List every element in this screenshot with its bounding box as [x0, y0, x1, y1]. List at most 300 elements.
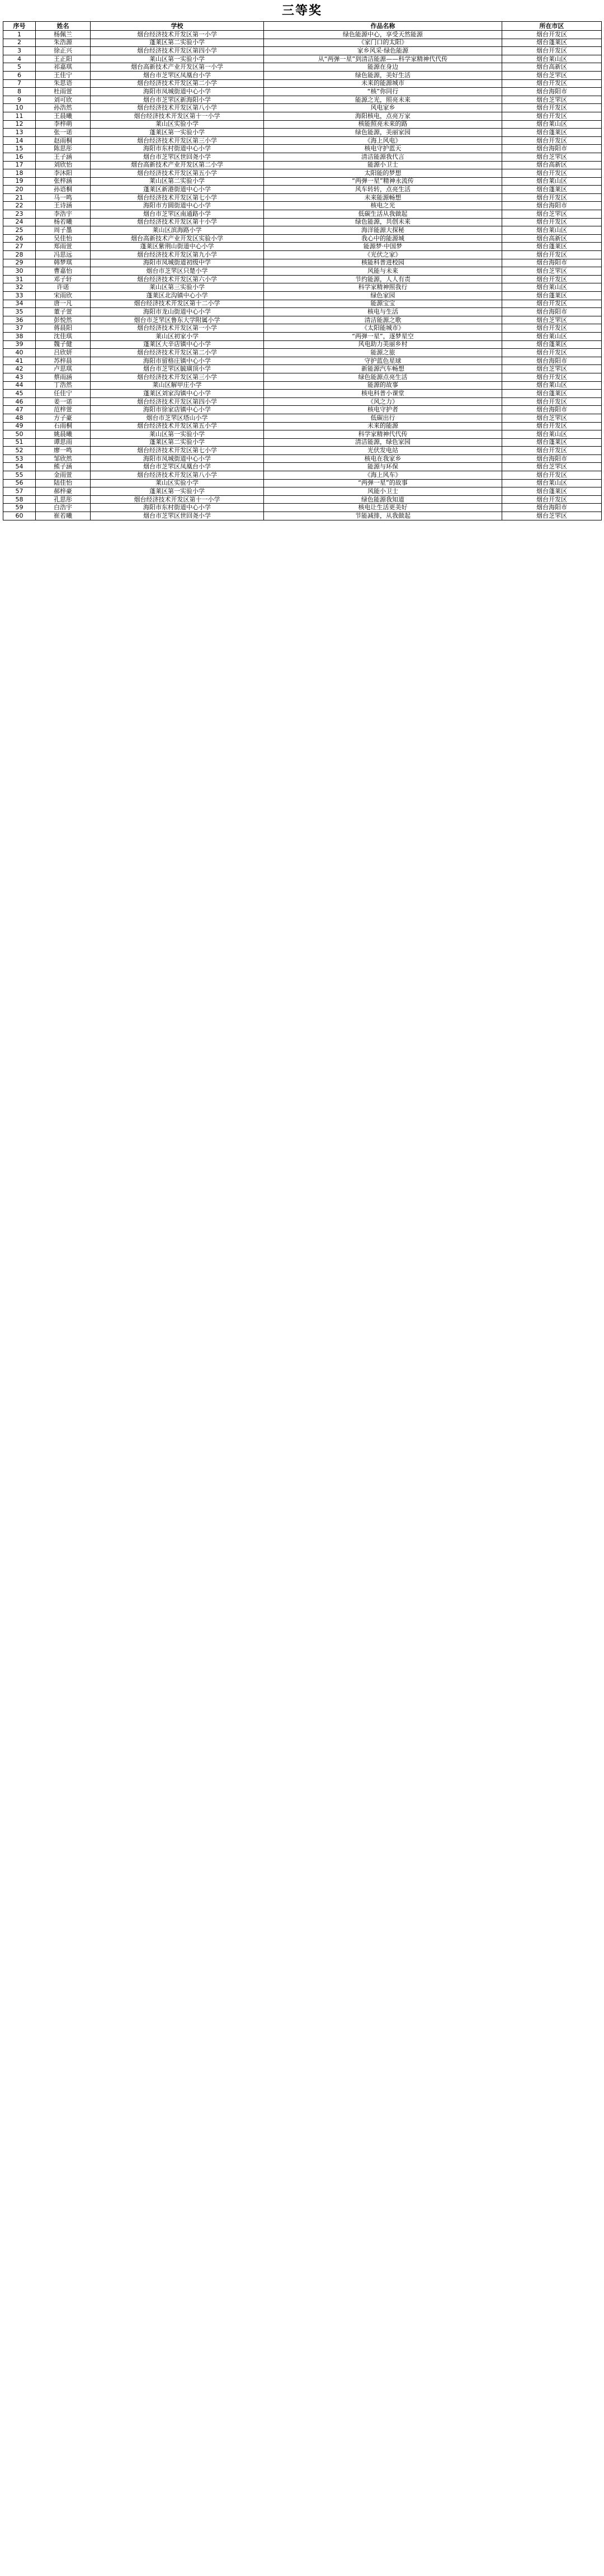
- work-title: 《风之力》: [264, 397, 502, 406]
- school-name: 莱山区实验小学: [91, 120, 264, 129]
- district: 烟台开发区: [502, 104, 602, 112]
- table-row: [3, 55, 602, 63]
- school-name: 莱山区解甲庄小学: [91, 381, 264, 390]
- row-number: 5: [3, 63, 36, 72]
- school-name: 海阳市东村街道中心小学: [91, 504, 264, 512]
- school-name: 海阳市方圆街道中心小学: [91, 202, 264, 210]
- table-row: [3, 471, 602, 480]
- school-name: 烟台经济技术开发区第十二小学: [91, 300, 264, 308]
- table-header-row: [3, 22, 602, 31]
- table-row: [3, 438, 602, 447]
- table-row: [3, 283, 602, 292]
- work-title: “两弹一星”的故事: [264, 479, 502, 487]
- student-name: 曹嘉怡: [36, 267, 91, 276]
- district: 烟台海阳市: [502, 504, 602, 512]
- row-number: 36: [3, 316, 36, 324]
- student-name: 李沐阳: [36, 169, 91, 178]
- district: 烟台高新区: [502, 63, 602, 72]
- school-name: 烟台经济技术开发区第九小学: [91, 251, 264, 259]
- school-name: 烟台经济技术开发区第八小学: [91, 471, 264, 480]
- school-name: 烟台经济技术开发区第三小学: [91, 373, 264, 381]
- district: 烟台莱山区: [502, 430, 602, 439]
- district: 烟台海阳市: [502, 88, 602, 96]
- row-number: 33: [3, 292, 36, 300]
- table-row: [3, 340, 602, 349]
- table-row: [3, 177, 602, 186]
- district: 烟台开发区: [502, 397, 602, 406]
- table-row: [3, 414, 602, 422]
- student-name: 董子萱: [36, 308, 91, 316]
- district: 烟台海阳市: [502, 308, 602, 316]
- table-row: [3, 243, 602, 251]
- school-name: 蓬莱区紫荆山街道中心小学: [91, 243, 264, 251]
- work-title: 未来的能源: [264, 422, 502, 430]
- student-name: 卢思琪: [36, 365, 91, 373]
- page-title: 三等奖: [281, 4, 322, 18]
- student-name: 蒋晨阳: [36, 324, 91, 333]
- row-number: 4: [3, 55, 36, 63]
- table-row: [3, 454, 602, 463]
- work-title: 家乡风采·绿色能源: [264, 47, 502, 55]
- school-name: 蓬莱区大辛店镇中心小学: [91, 340, 264, 349]
- student-name: 崔若曦: [36, 512, 91, 520]
- work-title: 低碳生活从我做起: [264, 210, 502, 219]
- district: 烟台莱山区: [502, 332, 602, 340]
- student-name: 冯思远: [36, 251, 91, 259]
- work-title: 核电与生活: [264, 308, 502, 316]
- student-name: 杨佩兰: [36, 31, 91, 39]
- student-name: 刘可欣: [36, 96, 91, 104]
- student-name: 朱思语: [36, 79, 91, 88]
- header-name: 姓名: [36, 22, 91, 31]
- work-title: 海洋能源大探秘: [264, 226, 502, 235]
- student-name: 刘欣怡: [36, 161, 91, 169]
- table-row: [3, 422, 602, 430]
- work-title: 绿色能源，美丽家园: [264, 129, 502, 137]
- table-row: [3, 463, 602, 471]
- work-title: 清洁能源，绿色家园: [264, 438, 502, 447]
- row-number: 15: [3, 145, 36, 153]
- work-title: 未来的能源城市: [264, 79, 502, 88]
- row-number: 14: [3, 136, 36, 145]
- district: 烟台开发区: [502, 324, 602, 333]
- work-title: 未来能源畅想: [264, 193, 502, 202]
- row-number: 48: [3, 414, 36, 422]
- school-name: 烟台高新技术产业开发区第一小学: [91, 63, 264, 72]
- student-name: 范梓萱: [36, 406, 91, 414]
- student-name: 祁嘉琪: [36, 63, 91, 72]
- student-name: 朱浩源: [36, 39, 91, 47]
- student-name: 白浩宇: [36, 504, 91, 512]
- work-title: 能源与环保: [264, 463, 502, 471]
- district: 烟台开发区: [502, 169, 602, 178]
- student-name: 宋雨欣: [36, 292, 91, 300]
- row-number: 32: [3, 283, 36, 292]
- row-number: 51: [3, 438, 36, 447]
- table-row: [3, 504, 602, 512]
- school-name: 莱山区第三实验小学: [91, 283, 264, 292]
- work-title: “两弹一星”精神永流传: [264, 177, 502, 186]
- row-number: 34: [3, 300, 36, 308]
- table-row: [3, 202, 602, 210]
- row-number: 53: [3, 454, 36, 463]
- table-row: [3, 39, 602, 47]
- work-title: 核电守护蓝天: [264, 145, 502, 153]
- work-title: “核”你同行: [264, 88, 502, 96]
- work-title: 风电助力美丽乡村: [264, 340, 502, 349]
- student-name: 邹欣然: [36, 454, 91, 463]
- district: 烟台蓬莱区: [502, 340, 602, 349]
- district: 烟台海阳市: [502, 357, 602, 365]
- table-row: [3, 96, 602, 104]
- district: 烟台海阳市: [502, 406, 602, 414]
- work-title: 《海上风电》: [264, 136, 502, 145]
- school-name: 海阳市龙山街道中心小学: [91, 308, 264, 316]
- table-row: [3, 373, 602, 381]
- district: 烟台蓬莱区: [502, 39, 602, 47]
- student-name: 方子豪: [36, 414, 91, 422]
- school-name: 海阳市东村街道中心小学: [91, 145, 264, 153]
- work-title: 新能源汽车畅想: [264, 365, 502, 373]
- work-title: 风车转转，点亮生活: [264, 186, 502, 194]
- student-name: 陈思彤: [36, 145, 91, 153]
- school-name: 蓬莱区刘家沟镇中心小学: [91, 390, 264, 398]
- student-name: 姜一诺: [36, 397, 91, 406]
- header-district: 所在市区: [502, 22, 602, 31]
- header-school: 学校: [91, 22, 264, 31]
- work-title: 能源之光，照亮未来: [264, 96, 502, 104]
- work-title: 核电科普小课堂: [264, 390, 502, 398]
- row-number: 39: [3, 340, 36, 349]
- table-row: [3, 397, 602, 406]
- district: 烟台芝罘区: [502, 153, 602, 161]
- student-name: 任佳宁: [36, 390, 91, 398]
- school-name: 烟台经济技术开发区第十一小学: [91, 495, 264, 504]
- row-number: 23: [3, 210, 36, 219]
- row-number: 3: [3, 47, 36, 55]
- school-name: 烟台高新技术产业开发区第二小学: [91, 161, 264, 169]
- student-name: 吕欣妍: [36, 349, 91, 357]
- student-name: 杨若曦: [36, 218, 91, 226]
- work-title: 能源的故事: [264, 381, 502, 390]
- student-name: 李梓萌: [36, 120, 91, 129]
- row-number: 18: [3, 169, 36, 178]
- table-row: [3, 275, 602, 283]
- school-name: 烟台经济技术开发区第四小学: [91, 397, 264, 406]
- table-row: [3, 145, 602, 153]
- student-name: 苏梓晨: [36, 357, 91, 365]
- district: 烟台蓬莱区: [502, 186, 602, 194]
- work-title: 能源小卫士: [264, 161, 502, 169]
- district: 烟台芝罘区: [502, 365, 602, 373]
- work-title: 太阳能的梦想: [264, 169, 502, 178]
- row-number: 57: [3, 487, 36, 496]
- student-name: 杜雨萱: [36, 88, 91, 96]
- school-name: 莱山区第二实验小学: [91, 177, 264, 186]
- student-name: 王诗涵: [36, 202, 91, 210]
- table-row: [3, 495, 602, 504]
- school-name: 蓬莱区第二实验小学: [91, 438, 264, 447]
- table-row: [3, 332, 602, 340]
- school-name: 海阳市留格庄镇中心小学: [91, 357, 264, 365]
- school-name: 烟台经济技术开发区第十一小学: [91, 112, 264, 120]
- table-row: [3, 193, 602, 202]
- district: 烟台芝罘区: [502, 267, 602, 276]
- work-title: 核电之光: [264, 202, 502, 210]
- work-title: 《家门口的太阳》: [264, 39, 502, 47]
- row-number: 12: [3, 120, 36, 129]
- student-name: 徐正兴: [36, 47, 91, 55]
- district: 烟台海阳市: [502, 259, 602, 267]
- row-number: 16: [3, 153, 36, 161]
- district: 烟台芝罘区: [502, 210, 602, 219]
- school-name: 烟台市芝罘区鲁东大学附属小学: [91, 316, 264, 324]
- school-name: 蓬莱区第一实验小学: [91, 487, 264, 496]
- table-row: [3, 169, 602, 178]
- district: 烟台开发区: [502, 193, 602, 202]
- school-name: 海阳市徐家店镇中心小学: [91, 406, 264, 414]
- table-row: [3, 31, 602, 39]
- student-name: 邓子轩: [36, 275, 91, 283]
- student-name: 郝梓豪: [36, 487, 91, 496]
- work-title: 光伏发电站: [264, 447, 502, 455]
- row-number: 58: [3, 495, 36, 504]
- work-title: 风能小卫士: [264, 487, 502, 496]
- work-title: 绿色能源，共创未来: [264, 218, 502, 226]
- row-number: 17: [3, 161, 36, 169]
- row-number: 37: [3, 324, 36, 333]
- district: 烟台海阳市: [502, 145, 602, 153]
- school-name: 烟台市芝罘区凤凰台小学: [91, 71, 264, 79]
- work-title: “两弹一星”，逐梦星空: [264, 332, 502, 340]
- student-name: 丁浩然: [36, 381, 91, 390]
- row-number: 42: [3, 365, 36, 373]
- row-number: 59: [3, 504, 36, 512]
- school-name: 烟台市芝罘区凤凰台小学: [91, 463, 264, 471]
- district: 烟台开发区: [502, 218, 602, 226]
- table-row: [3, 129, 602, 137]
- row-number: 28: [3, 251, 36, 259]
- district: 烟台开发区: [502, 300, 602, 308]
- row-number: 24: [3, 218, 36, 226]
- school-name: 莱山区第一实验小学: [91, 430, 264, 439]
- student-name: 彭悦然: [36, 316, 91, 324]
- school-name: 烟台市芝罘区塔山小学: [91, 414, 264, 422]
- student-name: 石雨桐: [36, 422, 91, 430]
- row-number: 13: [3, 129, 36, 137]
- school-name: 蓬莱区北沟镇中心小学: [91, 292, 264, 300]
- header-number: 序号: [3, 22, 36, 31]
- row-number: 21: [3, 193, 36, 202]
- work-title: 能源在身边: [264, 63, 502, 72]
- table-row: [3, 71, 602, 79]
- row-number: 55: [3, 471, 36, 480]
- district: 烟台开发区: [502, 251, 602, 259]
- row-number: 43: [3, 373, 36, 381]
- work-title: 核能照亮未来的路: [264, 120, 502, 129]
- row-number: 9: [3, 96, 36, 104]
- student-name: 韩梦琪: [36, 259, 91, 267]
- table-row: [3, 324, 602, 333]
- student-name: 赵雨桐: [36, 136, 91, 145]
- work-title: 清洁能源之歌: [264, 316, 502, 324]
- school-name: 烟台经济技术开发区第六小学: [91, 275, 264, 283]
- student-name: 唐一凡: [36, 300, 91, 308]
- school-name: 烟台经济技术开发区第二小学: [91, 79, 264, 88]
- student-name: 孙语桐: [36, 186, 91, 194]
- work-title: 节约能源，人人有责: [264, 275, 502, 283]
- row-number: 26: [3, 234, 36, 243]
- work-title: 能源梦·中国梦: [264, 243, 502, 251]
- school-name: 烟台经济技术开发区第一小学: [91, 31, 264, 39]
- table-row: [3, 512, 602, 520]
- district: 烟台芝罘区: [502, 512, 602, 520]
- work-title: 绿色能源点亮生活: [264, 373, 502, 381]
- student-name: 王子涵: [36, 153, 91, 161]
- table-row: [3, 292, 602, 300]
- district: 烟台蓬莱区: [502, 292, 602, 300]
- row-number: 40: [3, 349, 36, 357]
- district: 烟台莱山区: [502, 120, 602, 129]
- table-row: [3, 308, 602, 316]
- work-title: 绿色家园: [264, 292, 502, 300]
- row-number: 46: [3, 397, 36, 406]
- work-title: 核能科普进校园: [264, 259, 502, 267]
- school-name: 烟台市芝罘区世回尧小学: [91, 512, 264, 520]
- work-title: 低碳出行: [264, 414, 502, 422]
- table-row: [3, 259, 602, 267]
- school-name: 烟台市芝罘区新海阳小学: [91, 96, 264, 104]
- school-name: 海阳市凤城街道中心小学: [91, 454, 264, 463]
- table-row: [3, 251, 602, 259]
- work-title: 风能与未来: [264, 267, 502, 276]
- student-name: 许诺: [36, 283, 91, 292]
- table-row: [3, 381, 602, 390]
- table-row: [3, 430, 602, 439]
- district: 烟台开发区: [502, 422, 602, 430]
- row-number: 38: [3, 332, 36, 340]
- row-number: 1: [3, 31, 36, 39]
- work-title: 核电在我家乡: [264, 454, 502, 463]
- school-name: 烟台经济技术开发区第四小学: [91, 47, 264, 55]
- table-row: [3, 357, 602, 365]
- district: 烟台莱山区: [502, 177, 602, 186]
- table-row: [3, 186, 602, 194]
- school-name: 烟台经济技术开发区第八小学: [91, 104, 264, 112]
- work-title: 从“两弹一星”到清洁能源——科学家精神代代传: [264, 55, 502, 63]
- district: 烟台开发区: [502, 31, 602, 39]
- district: 烟台蓬莱区: [502, 129, 602, 137]
- school-name: 烟台经济技术开发区第三小学: [91, 136, 264, 145]
- table-row: [3, 63, 602, 72]
- school-name: 烟台市芝罘区世回尧小学: [91, 153, 264, 161]
- table-row: [3, 210, 602, 219]
- student-name: 王晨曦: [36, 112, 91, 120]
- row-number: 10: [3, 104, 36, 112]
- district: 烟台蓬莱区: [502, 487, 602, 496]
- work-title: 核电让生活更美好: [264, 504, 502, 512]
- student-name: 熊子涵: [36, 463, 91, 471]
- district: 烟台开发区: [502, 112, 602, 120]
- work-title: 海阳核电，点亮万家: [264, 112, 502, 120]
- school-name: 烟台经济技术开发区第五小学: [91, 422, 264, 430]
- row-number: 44: [3, 381, 36, 390]
- school-name: 蓬莱区第二实验小学: [91, 39, 264, 47]
- district: 烟台开发区: [502, 275, 602, 283]
- district: 烟台开发区: [502, 373, 602, 381]
- row-number: 29: [3, 259, 36, 267]
- student-name: 陆佳怡: [36, 479, 91, 487]
- school-name: 烟台经济技术开发区第七小学: [91, 447, 264, 455]
- work-title: 风电家乡: [264, 104, 502, 112]
- table-row: [3, 390, 602, 398]
- district: 烟台芝罘区: [502, 463, 602, 471]
- table-row: [3, 447, 602, 455]
- work-title: 能源宝宝: [264, 300, 502, 308]
- row-number: 49: [3, 422, 36, 430]
- table-row: [3, 267, 602, 276]
- row-number: 31: [3, 275, 36, 283]
- school-name: 烟台经济技术开发区第五小学: [91, 169, 264, 178]
- row-number: 6: [3, 71, 36, 79]
- work-title: 节能减排，从我做起: [264, 512, 502, 520]
- work-title: 《太阳能城市》: [264, 324, 502, 333]
- work-title: 清洁能源我代言: [264, 153, 502, 161]
- row-number: 30: [3, 267, 36, 276]
- row-number: 7: [3, 79, 36, 88]
- row-number: 11: [3, 112, 36, 120]
- student-name: 沈佳琪: [36, 332, 91, 340]
- student-name: 李浩宇: [36, 210, 91, 219]
- table-row: [3, 79, 602, 88]
- school-name: 莱山区初家小学: [91, 332, 264, 340]
- district: 烟台开发区: [502, 447, 602, 455]
- work-title: 核电守护者: [264, 406, 502, 414]
- row-number: 56: [3, 479, 36, 487]
- school-name: 莱山区第一实验小学: [91, 55, 264, 63]
- student-name: 姚晨曦: [36, 430, 91, 439]
- work-title: 科学家精神代代传: [264, 430, 502, 439]
- table-row: [3, 479, 602, 487]
- student-name: 魏子健: [36, 340, 91, 349]
- district: 烟台高新区: [502, 161, 602, 169]
- school-name: 莱山区实验小学: [91, 479, 264, 487]
- school-name: 烟台市芝罘区南通路小学: [91, 210, 264, 219]
- table-row: [3, 120, 602, 129]
- work-title: 《光伏之家》: [264, 251, 502, 259]
- table-row: [3, 365, 602, 373]
- school-name: 烟台市芝罘区毓璜顶小学: [91, 365, 264, 373]
- table-row: [3, 47, 602, 55]
- school-name: 蓬莱区新港街道中心小学: [91, 186, 264, 194]
- school-name: 海阳市凤城街道中心小学: [91, 88, 264, 96]
- row-number: 2: [3, 39, 36, 47]
- student-name: 周子墨: [36, 226, 91, 235]
- work-title: 能源之旅: [264, 349, 502, 357]
- row-number: 22: [3, 202, 36, 210]
- school-name: 蓬莱区第一实验小学: [91, 129, 264, 137]
- district: 烟台莱山区: [502, 55, 602, 63]
- row-number: 41: [3, 357, 36, 365]
- student-name: 王正阳: [36, 55, 91, 63]
- table-row: [3, 104, 602, 112]
- row-number: 54: [3, 463, 36, 471]
- table-row: [3, 487, 602, 496]
- work-title: 守护蓝色星球: [264, 357, 502, 365]
- student-name: 张一诺: [36, 129, 91, 137]
- table-row: [3, 349, 602, 357]
- student-name: 蔡雨涵: [36, 373, 91, 381]
